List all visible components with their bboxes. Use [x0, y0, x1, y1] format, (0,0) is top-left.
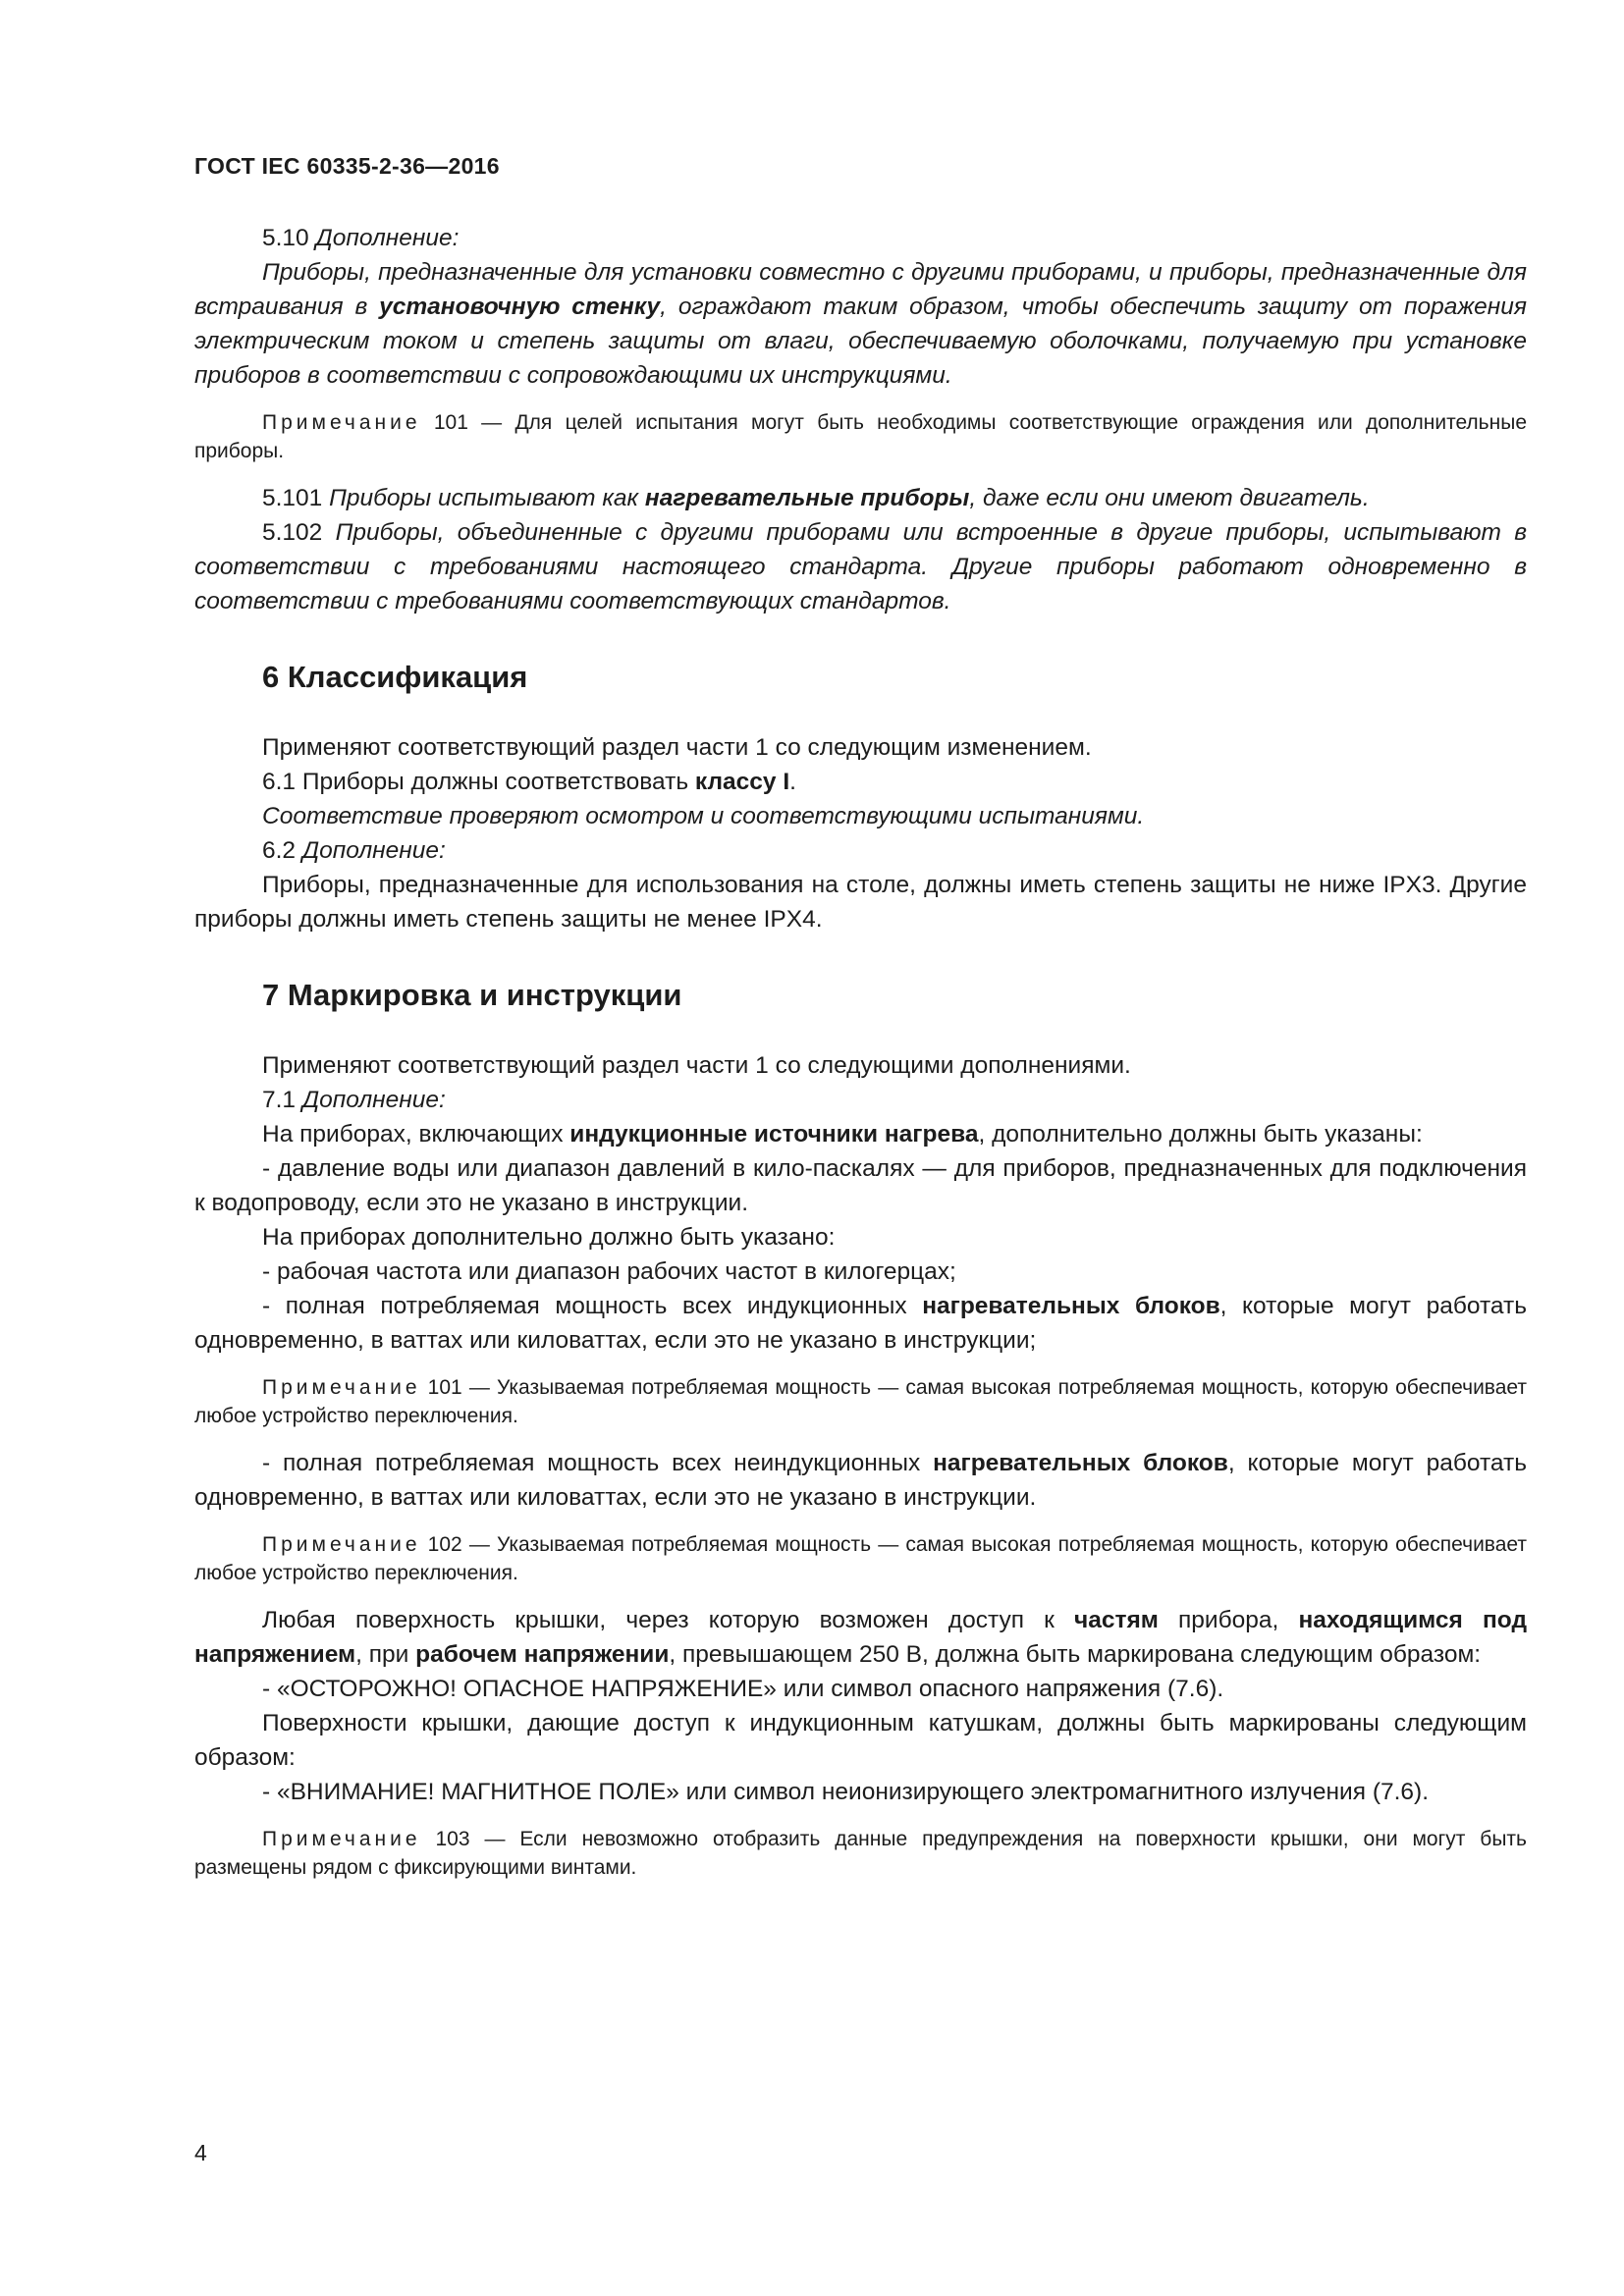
note-7-101: Примечание 101 — Указываемая потребляемая мощность — самая высокая потребляемая мощность, которую обеспечивает любое устройство переключения. — [194, 1376, 1527, 1427]
page-number: 4 — [194, 2140, 207, 2165]
clause-label: Дополнение: — [315, 225, 460, 251]
clause-7-1-text: На приборах, включающих индукционные источники нагрева, дополнительно должны быть указаны: — [262, 1121, 1423, 1148]
term-bold: классу I — [694, 769, 790, 795]
clause-live-parts-marking: Любая поверхность крышки, через которую возможен доступ к частям прибора, находящимся под напряжением, при рабочем напряжении, превышающем 250 В, должна быть маркирована следующим образом: — [194, 1607, 1527, 1668]
term-bold: рабочем напряжении — [415, 1641, 670, 1668]
note-7-103: Примечание 103 — Если невозможно отобразить данные предупреждения на поверхности крышки, они могут быть размещены рядом с фиксирующими винтами. — [194, 1828, 1527, 1879]
clause-coil-marking: Поверхности крышки, дающие доступ к индукционным катушкам, должны быть маркированы следующим образом: — [194, 1710, 1527, 1771]
document-code-header: ГОСТ IEC 60335-2-36—2016 — [194, 153, 500, 179]
note-5-101: Примечание 101 — Для целей испытания могут быть необходимы соответствующие ограждения или дополнительные приборы. — [194, 411, 1527, 462]
clause-6-2-heading: 6.2 Дополнение: — [262, 837, 446, 864]
note-label: Примечание — [262, 1533, 421, 1556]
section-6-intro: Применяют соответствующий раздел части 1 со следующим изменением. — [262, 734, 1092, 761]
section-7-intro: Применяют соответствующий раздел части 1 со следующими дополнениями. — [262, 1052, 1131, 1079]
section-7-title: 7 Маркировка и инструкции — [262, 978, 682, 1012]
clause-6-1-compliance: Соответствие проверяют осмотром и соответствующими испытаниями. — [262, 803, 1145, 829]
term-bold: нагревательных блоков — [933, 1450, 1228, 1476]
note-label: Примечание — [262, 411, 421, 434]
note-7-102: Примечание 102 — Указываемая потребляемая мощность — самая высокая потребляемая мощность, которую обеспечивает любое устройство переключения. — [194, 1533, 1527, 1584]
list-item-induction-power: - полная потребляемая мощность всех индукционных нагревательных блоков, которые могут работать одновременно, в ваттах или киловаттах, если это не указано в инструкции; — [194, 1293, 1527, 1354]
clause-5-10-heading — [194, 221, 1527, 255]
term-bold: находящимся под напряжением — [194, 1607, 1527, 1668]
section-6-title: 6 Классификация — [262, 660, 528, 694]
list-item-frequency: - рабочая частота или диапазон рабочих частот в килогерцах; — [262, 1258, 956, 1285]
term-bold: индукционные источники нагрева — [569, 1121, 979, 1148]
term-bold: установочную стенку — [379, 294, 661, 320]
list-item-water-pressure: - давление воды или диапазон давлений в кило-паскалях — для приборов, предназначенных для подключения к водопроводу, если это не указано в инструкции. — [194, 1155, 1527, 1216]
note-label: Примечание — [262, 1376, 421, 1399]
clause-5-102: 5.102 Приборы, объединенные с другими приборами или встроенные в другие приборы, испытывают в соответствии с требованиями настоящего стандарта. Другие приборы работают одновременно в соответствии с требованиями соответствующих стандартов. — [194, 519, 1527, 614]
warning-dangerous-voltage: - «ОСТОРОЖНО! ОПАСНОЕ НАПРЯЖЕНИЕ» или символ опасного напряжения (7.6). — [262, 1676, 1224, 1702]
clause-5-10-text: Приборы, предназначенные для установки совместно с другими приборами, и приборы, предназначенные для встраивания в установочную стенку, ограждают таким образом, чтобы обеспечить защиту от поражения электрическим током и степень защиты от влаги, обеспечиваемую оболочками, получаемую при установке приборов в соответствии с сопровождающими их инструкциями. — [194, 259, 1528, 389]
warning-magnetic-field: - «ВНИМАНИЕ! МАГНИТНОЕ ПОЛЕ» или символ неионизирующего электромагнитного излучения (7.6). — [262, 1779, 1429, 1805]
page-content — [194, 221, 1527, 1882]
clause-5-101: 5.101 Приборы испытывают как нагревательные приборы, даже если они имеют двигатель. — [262, 485, 1370, 511]
note-label: Примечание — [262, 1828, 421, 1850]
clause-7-1-heading: 7.1 Дополнение: — [262, 1087, 446, 1113]
clause-6-1: 6.1 Приборы должны соответствовать классу I. — [262, 769, 796, 795]
clause-6-2-text: Приборы, предназначенные для использования на столе, должны иметь степень защиты не ниже IPX3. Другие приборы должны иметь степень защиты не менее IPX4. — [194, 872, 1527, 933]
term-bold: нагревательные приборы — [644, 485, 970, 511]
clause-number: 5.10 — [262, 225, 316, 251]
term-bold: нагревательных блоков — [922, 1293, 1220, 1319]
term-bold: частям — [1073, 1607, 1159, 1633]
clause-7-1-additional: На приборах дополнительно должно быть указано: — [262, 1224, 836, 1251]
list-item-non-induction-power: - полная потребляемая мощность всех неиндукционных нагревательных блоков, которые могут работать одновременно, в ваттах или киловаттах, если это не указано в инструкции. — [194, 1450, 1528, 1511]
